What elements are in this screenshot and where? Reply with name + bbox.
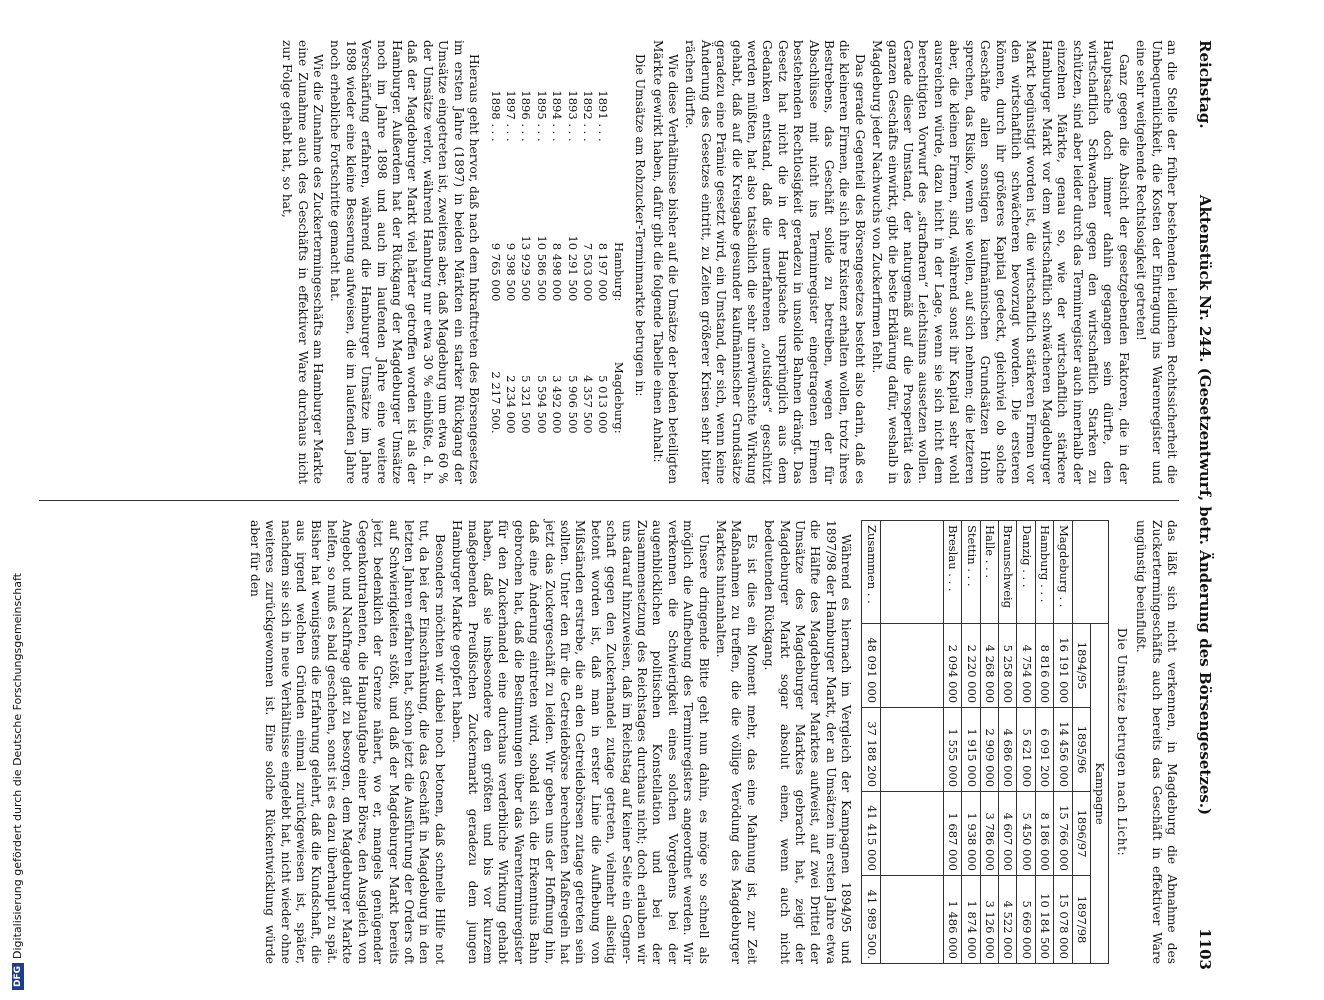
table-spacer-row [880,521,943,964]
value-cell: 8 186 000 [1035,792,1053,876]
value-cell: 4 686 000 [998,708,1016,792]
campaign-table [861,520,1109,964]
paragraph: Während es hiernach im Vergleich der Kampagnen 1894/95 und 1897/98 der Hamburger Markt, der an Umsätzen im ersten Jahre etwa die Hälfte des Magdeburger Marktes aufweist, auf zwei Drittel der Umsätze des Magdeburger Marktes gebracht hat, zeigt der Magdeburger Markt sogar absolut einen, wenn auch nicht bedeutenden Rückgang. [762,520,854,964]
header-chamber: Reichstag. [1196,40,1214,129]
magdeburg-cell: 2 234 000 [503,375,518,434]
table-total-row [862,521,880,964]
dfg-logo: DFG [12,963,24,990]
table-row [943,521,961,964]
magdeburg-cell: 2 217 500. [488,371,503,434]
table-row [580,84,595,439]
magdeburg-cell: 5 321 500 [519,375,534,434]
paragraph: Unsere dringende Bitte geht nun dahin, es möge so schnell als möglich die Aufhebung des Terminregisters angeordnet werden. Wir verkennen die Schwierigkeit eines solchen Vorgehens bei der augenblicklichen politischen Konstellation und bei der Zusammensetzung des Reichstages durchaus nicht; doch erlauben wir uns darauf hinzuweisen, daß im Reichstag auf keiner Seite ein Gegner-schaft gegen den Zuckerhandel zutage getreten, vielmehr allseitig betont worden ist, daß man in erster Linie die Aufhebung von Mißständen erstrebe, die an den Getreidebörsen zutage getreten sein sollten. Unter den für die Getreidebörse berechneten Maßregeln hat jetzt das Zuckergeschäft zu leiden. Wir geben uns der Hoffnung hin, daß eine Änderung eintreten wird, sobald sich die Erkenntnis Bahn gebrochen hat, daß die Bestimmungen über das Warenterminregister für den Zuckerhandel eine durchaus verderbliche Wirkung gehabt haben, daß sie insbesondere den größten und bis vor kurzem maßgebenden Preußischen Zuckermarkt geradezu dem jungen Hamburger Markte geopfert haben. [450,520,711,964]
value-cell: 15 766 000 [1054,792,1072,876]
value-cell: 2 220 000 [962,624,980,708]
value-cell: 14 456 000 [1054,708,1072,792]
total-label: Zusammen . . [862,521,880,624]
table-row [998,521,1016,964]
paragraph: Ganz gegen die Absicht der gesetzgebenden Faktoren, die in der Hauptsache doch immer dahin gegangen sein dürfte, den wirtschaftlich Schwachen gegen den wirtschaftlich Starken zu schützen, sind aber leider durch das Terminregister auch innerhalb der einzelnen Märkte, genau so, wie der wirtschaftlich stärkere Hamburger Markt vor dem wirtschaftlich schwächeren Magdeburger Markt begünstigt worden ist, die wirtschaftlich stärkeren Firmen vor den wirtschaftlich schwächeren bevorzugt worden. Die ersteren können, durch ihr größeres Kapital gedeckt, gleichviel ob solche Geschäfte allen sonstigen kaufmännischen Grundsätzen Hohn sprechen, das Risiko, wenn sie wollen, auf sich nehmen; die letzteren aber, die kleinen Firmen, sind, während sonst ihr Kapital sehr wohl ausreichen würde, dazu nicht in der Lage, wenn sie sich nicht dem berechtigten Vorwurf des „strafbaren“ Leichtsinns aussetzen wollen. Gerade dieser Umstand, der naturgemäß auf die Prosperität des ganzen Geschäfts einwirkt, gibt die beste Erklärung dafür, weshalb in Magdeburg jeder Nachwuchs von Zuckerfirmen fehlt. [870,40,1131,484]
value-cell: 5 450 000 [1017,792,1035,876]
left-column [29,40,1179,484]
place-cell: Stettin . . . [962,521,980,624]
place-cell: Braunschweig [998,521,1016,624]
table-header-row [610,84,625,439]
hamburg-cell: 10 291 500 [565,235,580,302]
value-cell: 10 184 500 [1035,875,1053,963]
total-cell: 41 415 000 [862,792,880,876]
value-cell: 4 607 000 [998,792,1016,876]
magdeburg-cell: 5 594 500 [534,375,549,434]
paragraph: Besonders möchten wir dabei noch betonen, daß schnelle Hilfe not tut, da bei der Einschränkung, die das Geschäft in Magdeburg in den letzten Jahren erfahren hat, schon jetzt die Ausführung der Orders oft auf Schwierigkeiten stößt, und daß der Magdeburger Markt bereits jetzt bedenklich der Grenze nähert, wo er, mangels genügender Gegenkontrahenten, die Hauptaufgabe einer Börse, den Ausgleich von Angebot und Nachfrage glatt zu besorgen, dem Magdeburger Markte helfen, so muß es bald geschehen, sonst ist es dazu überhaupt zu spät. Bisher hat wenigstens die Erfahrung gelehrt, daß die Kundschaft, die aus irgend welchen Gründen einmal zurückgewiesen ist, später, nachdem sie sich in neue Verhältnisse eingelebt hat, nicht wieder ohne weiteres zurückgewonnen ist. Eine solche Rückentwicklung würde aber für den [247,520,447,964]
table-row [549,84,564,439]
paragraph: das läßt sich nicht verkennen, in Magdeburg die Abnahme des Zuckertermingeschäfts auch bereits das Geschäft in effektiver Ware ungünstig beeinflußt. [1134,520,1179,964]
table-row [1054,521,1072,964]
turnover-table [487,84,626,439]
place-cell: Breslau . . . [943,521,961,624]
value-cell: 2 094 000 [943,624,961,708]
paragraph: Das gerade Gegenteil des Börsengesetzes besteht also darin, daß es die kleineren Firmen, die sich ihre Existenz erhalten wollen, trotz ihres Bestrebens, das Geschäft solide zu betreiben, wegen der für Abschlüsse mit nicht ins Terminregister eingetragenen Firmen bestehenden Rechtlosigkeit geradezu in unsolide Bahnen drängt. Das Gesetz hat nicht die in der Hauptsache ursprünglich aus dem Gedanken entstand, daß die unerfahrenen „outsiders“ geschützt werden müßten, hat also tatsächlich die sehr unerwünschte Wirkung gehabt, daß auf die Kreisgabe gesunder kaufmännischer Grundsätze geradezu eine Prämie gesetzt wird, ein Umstand, der sich, wenn keine Änderung des Gesetzes eintritt, zu Zeiten größerer Krisen sehr bitter rächen dürfte. [683,40,867,484]
page-number: 1103 [1196,928,1214,970]
header-title: Aktenstück Nr. 244. (Gesetzentwurf, betr. Änderung des Börsengesetzes.) [1196,194,1214,816]
place-cell: Hamburg . . . [1035,521,1053,624]
year-cell: 1895 . . . [534,90,549,142]
total-cell: 48 091 000 [862,624,880,708]
campaign-header: Kampagne [1090,624,1108,964]
section-subheading: Die Umsätze betrugen nach Licht: [1114,627,1129,857]
table-row [980,521,998,964]
paragraph: an die Stelle der früher bestehenden leidlichen Rechtssicherheit die Unbequemlichkeit, die Kosten der Eintragung ins Warenregister und eine sehr weitgehende Rechtslosigkeit getreten! [1134,40,1179,484]
place-cell: Magdeburg . . [1054,521,1072,624]
year-cell: 1894 . . . [550,90,565,142]
year-cell: 1897 . . . [503,90,518,142]
value-cell: 4 522 000 [998,875,1016,963]
magdeburg-cell: 5 906 500 [565,375,580,434]
year-cell: 1896 . . . [519,90,534,142]
value-cell: 1 938 000 [962,792,980,876]
table-super-header-row [1090,521,1108,964]
column-header: 1897/98 [1072,875,1090,963]
table-row [533,84,548,439]
table-row [564,84,579,439]
right-column [29,520,1179,964]
page-header [1189,40,1215,970]
table-row [595,84,610,439]
value-cell: 5 621 000 [1017,708,1035,792]
place-cell: Halle . . . [980,521,998,624]
paragraph: Wie die Zunahme des Zuckertermingeschäfts am Hamburger Markte eine Zunahme auch des Geschäfts in effektiver Ware durchaus nicht zur Folge gehabt hat, so hat, [280,40,326,484]
hamburg-cell: 13 929 500 [519,235,534,302]
total-cell: 37 188 200 [862,708,880,792]
hamburg-cell: 8 197 000 [596,242,611,302]
magdeburg-cell: 5 013 000 [596,375,611,434]
paragraph: Es ist dies ein Moment mehr, das eine Mahnung ist, zur Zeit Maßnahmen zu treffen, die die völlige Verödung des Magdeburger Marktes hintanhalten. [714,520,759,964]
column-header-magdeburg: Magdeburg: [611,361,626,434]
hamburg-cell: 9 398 500 [503,242,518,302]
table-row [487,84,502,439]
value-cell: 8 816 000 [1035,624,1053,708]
value-cell: 6 091 200 [1035,708,1053,792]
value-cell: 1 687 000 [943,792,961,876]
table-row [1017,521,1035,964]
value-cell: 4 754 000 [1017,624,1035,708]
document-page [15,40,1215,970]
value-cell: 5 669 000 [1017,875,1035,963]
value-cell: 5 258 000 [998,624,1016,708]
total-cell: 41 989 500. [862,875,880,963]
paragraph: Die Umsätze am Rohzucker-Terminmarkte betrugen in: [633,54,648,397]
column-header: 1894/95 [1072,624,1090,708]
column-header-hamburg: Hamburg: [611,242,626,302]
hamburg-cell: 10 586 500 [534,235,549,302]
hamburg-cell: 9 765 000 [488,242,503,302]
value-cell: 1 874 000 [962,875,980,963]
value-cell: 16 191 000 [1054,624,1072,708]
table-row [962,521,980,964]
value-cell: 3 126 000 [980,875,998,963]
table-row [518,84,533,439]
value-cell: 1 486 000 [943,875,961,963]
value-cell: 2 909 000 [980,708,998,792]
paragraph: Wie diese Verhältnisse bisher auf die Umsätze der beiden beteiligten Märkte gewirkt haben, dafür gibt die folgende Tabelle einen Anhalt: [650,40,680,484]
table-row [503,84,518,439]
value-cell: 3 786 000 [980,792,998,876]
value-cell: 1 555 000 [943,708,961,792]
hamburg-cell: 8 498 000 [550,242,565,302]
table-row [1035,521,1053,964]
hamburg-cell: 7 503 000 [580,242,595,302]
magdeburg-cell: 3 492 000 [550,375,565,434]
year-cell: 1898 . . . [488,90,503,142]
place-cell: Danzig . . . [1017,521,1035,624]
paragraph: Hieraus geht hervor, daß nach dem Inkrafttreten des Börsengesetzes im ersten Jahre (1897) in beiden Märkten ein starker Rückgang der Umsätze eingetreten ist, zweitens aber, daß Magdeburg um etwa 60 % der Umsätze verlor, während Hamburg nur etwa 30 % einbüßte, d. h. daß der Magdeburger Markt viel härter getroffen worden ist als der Hamburger. Außerdem hat der Rückgang der Magdeburger Umsätze noch im Jahre 1898 und auch im laufenden Jahre eine weitere Verschärfung erfahren, während die Hamburger Umsätze im Jahre 1898 wieder eine kleine Besserung aufweisen, die im laufenden Jahre noch erhebliche Fortschritte gemacht hat. [328,40,482,484]
value-cell: 15 078 000 [1054,875,1072,963]
magdeburg-cell: 4 357 500 [580,375,595,434]
credit-text: Digitalisierung gefördert durch die Deutsche Forschungsgemeinschaft [11,573,24,959]
column-header: 1895/96 [1072,708,1090,792]
year-cell: 1893 . . . [565,90,580,142]
year-cell: 1891 . . . [596,90,611,142]
year-cell: 1892 . . . [580,90,595,142]
column-header: 1896/97 [1072,792,1090,876]
column-divider [39,500,1179,501]
value-cell: 1 915 000 [962,708,980,792]
value-cell: 4 268 000 [980,624,998,708]
